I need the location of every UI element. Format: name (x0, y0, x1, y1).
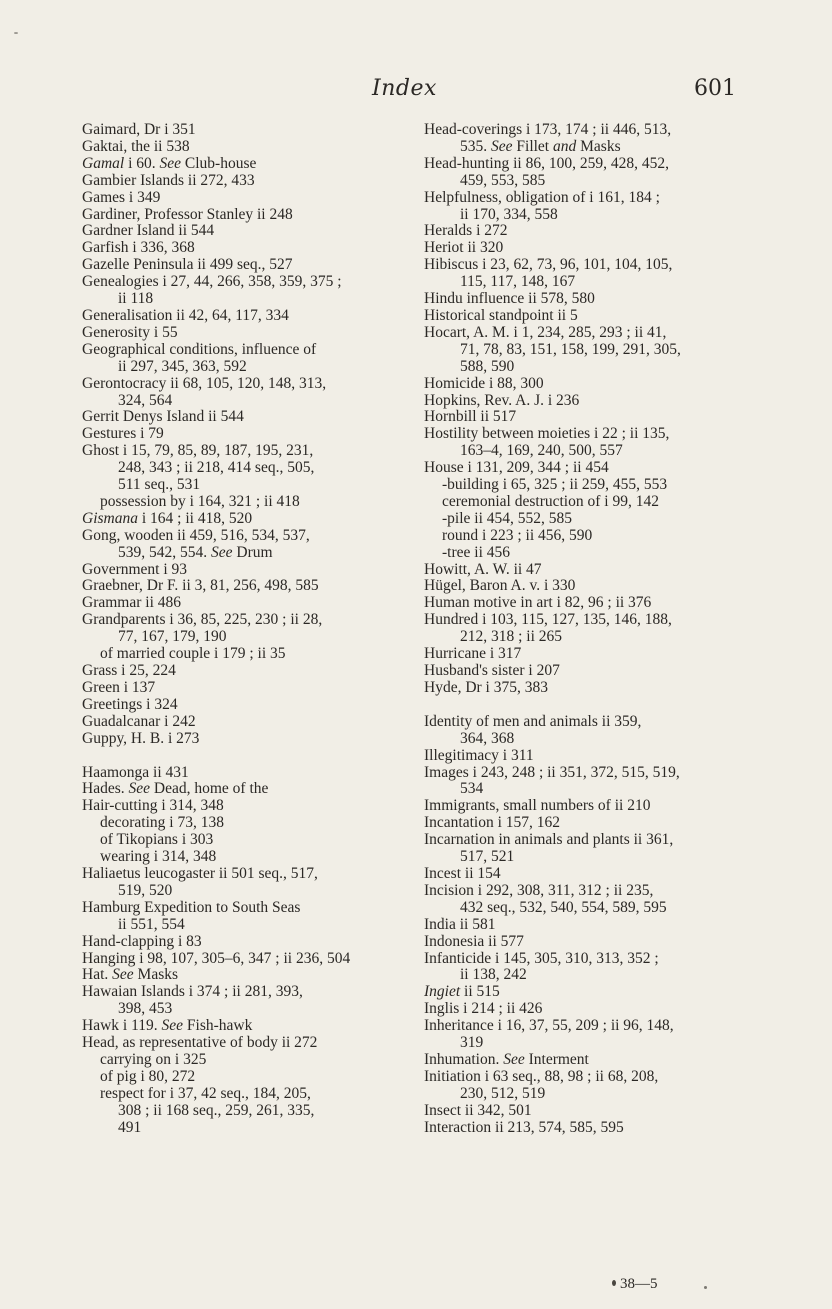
index-entry: Guadalcanar i 242 (82, 712, 196, 730)
printer-signature: 38—5 (620, 1276, 658, 1292)
index-entry: Games i 349 (82, 188, 161, 206)
index-entry: possession by i 164, 321 ; ii 418 (100, 492, 300, 510)
index-entry: of pig i 80, 272 (100, 1067, 196, 1085)
index-column-right (424, 122, 742, 1136)
index-entry: Greetings i 324 (82, 695, 178, 713)
index-entry: Hyde, Dr i 375, 383 (424, 678, 548, 696)
index-entry: Graebner, Dr F. ii 3, 81, 256, 498, 585 (82, 577, 319, 595)
running-header (0, 76, 832, 106)
index-entry: Generosity i 55 (82, 323, 178, 341)
index-entry: 519, 520 (118, 881, 173, 899)
index-entry: Green i 137 (82, 678, 156, 696)
page-number: 601 (694, 76, 736, 101)
index-entry: wearing i 314, 348 (100, 848, 217, 866)
ink-speck (612, 1280, 616, 1286)
index-entry: Gazelle Peninsula ii 499 seq., 527 (82, 256, 293, 274)
index-entry: Gaimard, Dr i 351 (82, 121, 196, 138)
index-entry: Hornbill ii 517 (424, 408, 517, 426)
index-entry: Grass i 25, 224 (82, 662, 176, 679)
index-entry: Initiation i 63 seq., 88, 98 ; ii 68, 208, (424, 1067, 659, 1085)
index-entry: Incarnation in animals and plants ii 361, (424, 831, 674, 849)
index-entry: Hades. See Dead, home of the (82, 780, 269, 798)
index-entry: Ghost i 15, 79, 85, 89, 187, 195, 231, (82, 442, 314, 460)
index-entry: Hair-cutting i 314, 348 (82, 797, 224, 815)
index-entry: Garfish i 336, 368 (82, 239, 195, 257)
index-entry: Interaction ii 213, 574, 585, 595 (424, 1118, 624, 1136)
index-entry: ii 170, 334, 558 (460, 205, 558, 223)
index-entry: Gardner Island ii 544 (82, 222, 215, 240)
index-entry: Ingiet ii 515 (424, 983, 500, 1001)
index-entry: decorating i 73, 138 (100, 814, 224, 832)
index-entry: Indonesia ii 577 (424, 932, 524, 950)
index-entry: Gestures i 79 (82, 425, 164, 443)
index-entry: ceremonial destruction of i 99, 142 (442, 492, 659, 510)
index-entry: carrying on i 325 (100, 1050, 207, 1068)
index-entry: ii 118 (118, 290, 154, 308)
index-entry: Haliaetus leucogaster ii 501 seq., 517, (82, 864, 318, 882)
index-entry: 588, 590 (460, 357, 515, 375)
index-entry: -tree ii 456 (442, 543, 511, 561)
page-title: Index (372, 76, 437, 101)
index-entry: Hat. See Masks (82, 966, 179, 984)
index-entry: of married couple i 179 ; ii 35 (100, 645, 286, 663)
index-entry: Illegitimacy i 311 (424, 746, 534, 764)
index-entry: Insect ii 342, 501 (424, 1101, 532, 1119)
index-entry: Geographical conditions, influence of (82, 340, 317, 358)
index-entry: Hurricane i 317 (424, 645, 522, 663)
index-entry: respect for i 37, 42 seq., 184, 205, (100, 1084, 311, 1102)
index-entry: Government i 93 (82, 560, 188, 578)
index-entry: Head, as representative of body ii 272 (82, 1034, 318, 1052)
index-entry: Hocart, A. M. i 1, 234, 285, 293 ; ii 41, (424, 323, 667, 341)
index-entry: Head-hunting ii 86, 100, 259, 428, 452, (424, 154, 669, 172)
index-entry: ii 551, 554 (118, 915, 185, 933)
index-entry: Heralds i 272 (424, 222, 508, 240)
index-entry: 71, 78, 83, 151, 158, 199, 291, 305, (460, 340, 681, 358)
index-entry: Husband's sister i 207 (424, 662, 560, 679)
index-entry: round i 223 ; ii 456, 590 (442, 526, 593, 544)
index-entry: Grammar ii 486 (82, 594, 182, 612)
index-entry: Gambier Islands ii 272, 433 (82, 171, 255, 189)
index-entry: 308 ; ii 168 seq., 259, 261, 335, (118, 1101, 315, 1119)
index-entry: 163–4, 169, 240, 500, 557 (460, 442, 623, 460)
index-entry: Hügel, Baron A. v. i 330 (424, 577, 576, 595)
index-entry: Hawaian Islands i 374 ; ii 281, 393, (82, 983, 303, 1001)
index-entry: of Tikopians i 303 (100, 831, 214, 849)
index-entry: 535. See Fillet and Masks (460, 137, 621, 155)
index-entry: 491 (118, 1118, 142, 1136)
index-entry: Genealogies i 27, 44, 266, 358, 359, 375 ; (82, 273, 342, 291)
index-entry: Helpfulness, obligation of i 161, 184 ; (424, 188, 660, 206)
index-entry: Gong, wooden ii 459, 516, 534, 537, (82, 526, 310, 544)
index-entry: Head-coverings i 173, 174 ; ii 446, 513, (424, 121, 672, 138)
index-entry: Incision i 292, 308, 311, 312 ; ii 235, (424, 881, 654, 899)
index-entry: Gerontocracy ii 68, 105, 120, 148, 313, (82, 374, 327, 392)
index-entry: Gerrit Denys Island ii 544 (82, 408, 244, 426)
index-entry: Hibiscus i 23, 62, 73, 96, 101, 104, 105, (424, 256, 673, 274)
section-gap (424, 697, 742, 714)
index-entry: ii 138, 242 (460, 966, 527, 984)
ink-speck (14, 32, 18, 34)
index-entry: Historical standpoint ii 5 (424, 306, 578, 324)
index-entry: 534 (460, 780, 484, 798)
index-entry: 432 seq., 532, 540, 554, 589, 595 (460, 898, 667, 916)
index-entry: Homicide i 88, 300 (424, 374, 544, 392)
index-entry: Hopkins, Rev. A. J. i 236 (424, 391, 580, 409)
index-entry: ii 297, 345, 363, 592 (118, 357, 247, 375)
index-entry: 517, 521 (460, 848, 515, 866)
index-entry: Immigrants, small numbers of ii 210 (424, 797, 651, 815)
index-entry: Hundred i 103, 115, 127, 135, 146, 188, (424, 611, 672, 629)
index-entry: Hindu influence ii 578, 580 (424, 290, 595, 308)
index-entry: Hand-clapping i 83 (82, 932, 202, 950)
index-entry: Inglis i 214 ; ii 426 (424, 1000, 543, 1018)
index-entry: Gismana i 164 ; ii 418, 520 (82, 509, 253, 527)
index-entry: 364, 368 (460, 729, 515, 747)
index-entry: Heriot ii 320 (424, 239, 504, 257)
index-entry: 319 (460, 1034, 484, 1052)
index-entry: Grandparents i 36, 85, 225, 230 ; ii 28, (82, 611, 323, 629)
index-entry: Hamburg Expedition to South Seas (82, 898, 301, 916)
index-entry: Howitt, A. W. ii 47 (424, 560, 542, 578)
index-entry: 539, 542, 554. See Drum (118, 543, 273, 561)
index-entry: -pile ii 454, 552, 585 (442, 509, 573, 527)
index-entry: Haamonga ii 431 (82, 763, 189, 781)
index-entry: 115, 117, 148, 167 (460, 273, 576, 291)
index-entry: -building i 65, 325 ; ii 259, 455, 553 (442, 476, 668, 494)
index-entry: Images i 243, 248 ; ii 351, 372, 515, 519, (424, 763, 680, 781)
index-column-left (82, 122, 400, 1136)
index-entry: 77, 167, 179, 190 (118, 628, 227, 646)
index-entry: Gardiner, Professor Stanley ii 248 (82, 205, 293, 223)
index-entry: Incantation i 157, 162 (424, 814, 561, 832)
index-entry: Gamal i 60. See Club-house (82, 154, 257, 172)
index-entry: Human motive in art i 82, 96 ; ii 376 (424, 594, 652, 612)
index-entry: Hawk i 119. See Fish-hawk (82, 1017, 253, 1035)
index-entry: Inheritance i 16, 37, 55, 209 ; ii 96, 148, (424, 1017, 674, 1035)
index-entry: Infanticide i 145, 305, 310, 313, 352 ; (424, 949, 659, 967)
section-gap (82, 748, 400, 765)
index-entry: 398, 453 (118, 1000, 173, 1018)
ink-speck (704, 1286, 707, 1289)
index-entry: 511 seq., 531 (118, 476, 201, 494)
index-entry: Incest ii 154 (424, 864, 501, 882)
index-entry: Guppy, H. B. i 273 (82, 729, 200, 747)
index-entry: Hanging i 98, 107, 305–6, 347 ; ii 236, 504 (82, 949, 351, 967)
index-entry: 459, 553, 585 (460, 171, 546, 189)
index-entry: 230, 512, 519 (460, 1084, 546, 1102)
index-entry: 324, 564 (118, 391, 173, 409)
index-entry: Gaktai, the ii 538 (82, 137, 190, 155)
index-entry: Identity of men and animals ii 359, (424, 712, 642, 730)
index-entry: 212, 318 ; ii 265 (460, 628, 563, 646)
index-entry: House i 131, 209, 344 ; ii 454 (424, 459, 609, 477)
index-entry: India ii 581 (424, 915, 496, 933)
index-entry: Hostility between moieties i 22 ; ii 135, (424, 425, 670, 443)
index-entry: Generalisation ii 42, 64, 117, 334 (82, 306, 289, 324)
index-entry: 248, 343 ; ii 218, 414 seq., 505, (118, 459, 315, 477)
index-entry: Inhumation. See Interment (424, 1050, 589, 1068)
